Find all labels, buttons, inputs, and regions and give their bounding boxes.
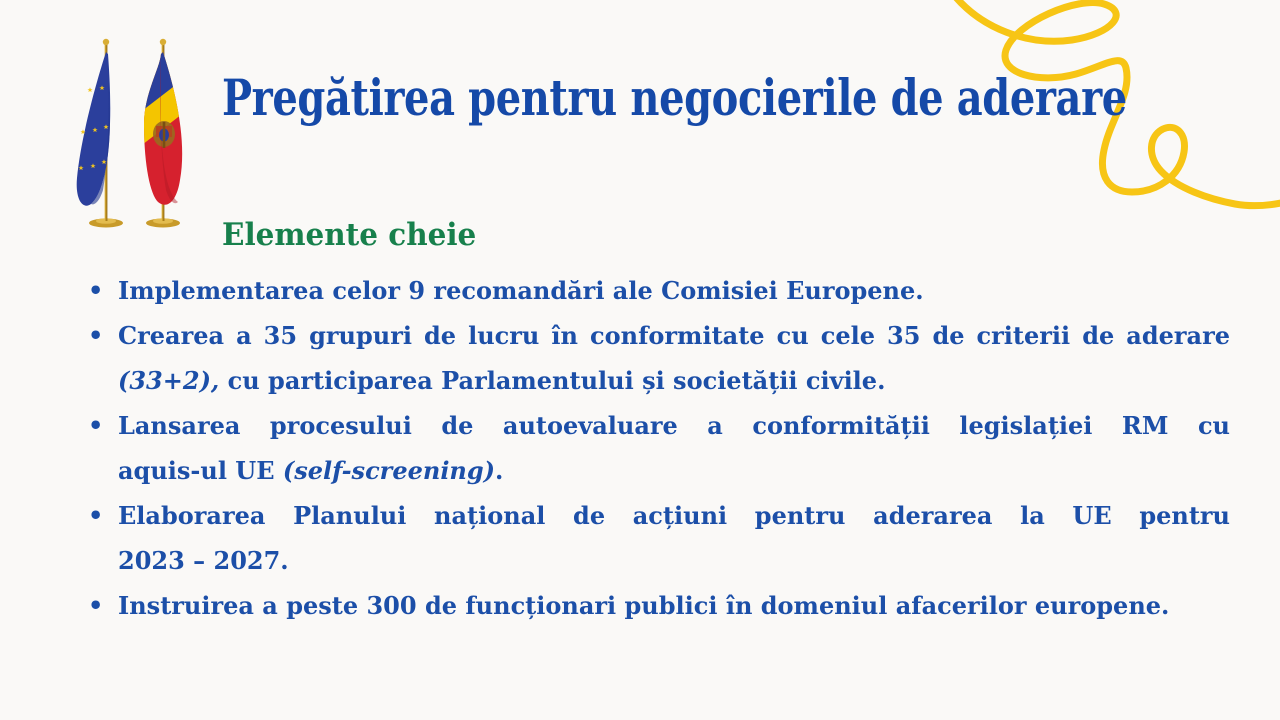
- bullet-line: [118, 313, 1230, 358]
- bullet-line: [118, 358, 1230, 403]
- bullet-line: [118, 448, 1230, 493]
- bullet-item: [78, 493, 1230, 583]
- bullet-text: 2023 – 2027.: [118, 546, 289, 575]
- bullet-text: aquis-ul UE: [118, 456, 283, 485]
- bullet-item: [78, 313, 1230, 403]
- bullet-line: [118, 403, 1230, 448]
- bullet-line: [118, 583, 1230, 628]
- bullet-item: [78, 268, 1230, 313]
- bullet-line: [118, 268, 1230, 313]
- bullet-text-italic: (33+2),: [118, 366, 220, 395]
- bullet-list: [78, 268, 1230, 628]
- eu-moldova-flags-icon: [66, 28, 190, 230]
- bullet-text: Lansarea procesului de autoevaluare a conformității legislației RM cu: [118, 411, 1230, 440]
- bullet-text: .: [495, 456, 504, 485]
- slide-title: Pregătirea pentru negocierile de aderare: [222, 68, 1127, 127]
- bullet-item: [78, 403, 1230, 493]
- bullet-text: cu participarea Parlamentului și societății civile.: [219, 366, 886, 395]
- bullet-line: [118, 493, 1230, 538]
- bullet-text-italic: (self-screening): [282, 456, 496, 485]
- bullet-text: Elaborarea Planului național de acțiuni pentru aderarea la UE pentru: [118, 501, 1230, 530]
- bullet-text: Instruirea a peste 300 de funcționari publici în domeniul afacerilor europene.: [118, 591, 1170, 620]
- bullet-item: [78, 583, 1230, 628]
- slide-subtitle: Elemente cheie: [222, 217, 477, 253]
- bullet-text: Implementarea celor 9 recomandări ale Comisiei Europene.: [118, 276, 924, 305]
- bullet-line: [118, 538, 1230, 583]
- bullet-text: Crearea a 35 grupuri de lucru în conformitate cu cele 35 de criterii de aderare: [118, 321, 1230, 350]
